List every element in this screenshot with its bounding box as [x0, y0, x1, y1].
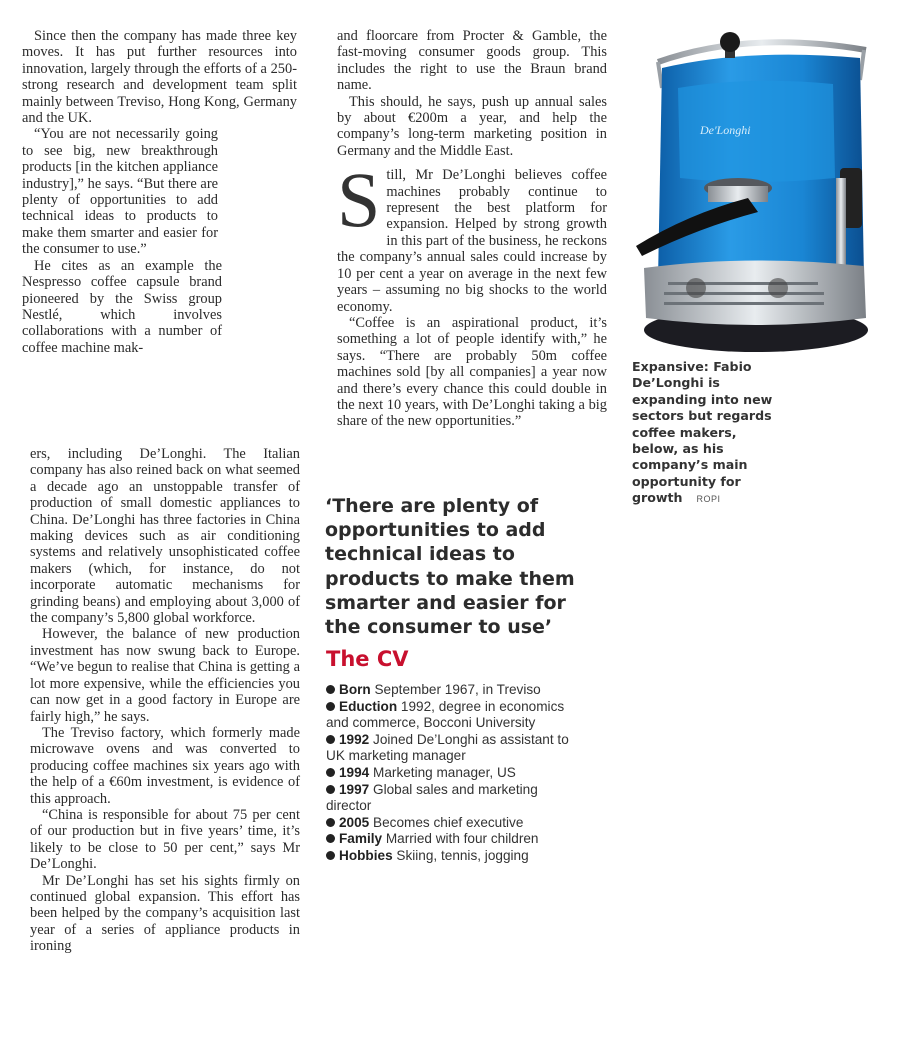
- cv-item-text: Skiing, tennis, jogging: [392, 847, 529, 863]
- cv-item: [326, 782, 572, 815]
- article-column-1-bottom: [30, 446, 300, 955]
- cv-item: [326, 848, 572, 865]
- cv-item-text: Married with four children: [382, 831, 539, 847]
- cv-item-text: Marketing manager, US: [369, 764, 516, 780]
- pull-quote: ‘There are plenty of opportunities to add technical ideas to products to make them smarter and easier for the consumer to use’: [325, 495, 575, 639]
- bullet-icon: [326, 702, 335, 711]
- cv-item-text: September 1967, in Treviso: [370, 682, 541, 697]
- cv-item-key: 2005: [339, 814, 370, 830]
- paragraph: “Coffee is an aspirational product, it’s something a lot of people identify with,” he says. “There are probably 50m coffee machines sold [by all companies] a year now and there’s every chance this could double in the next 10 years, with De’Longhi taking a big share of the new opportunities.”: [337, 314, 607, 430]
- paragraph: This should, he says, push up annual sales by about €200m a year, and help the company’s long-term marketing position in Germany and the Middle East.: [337, 93, 607, 159]
- article-column-1-top: [22, 28, 297, 356]
- caption-text: Expansive: Fabio De’Longhi is expanding into new sectors but regards coffee makers, below, as his company’s main opportunity for growth: [632, 359, 773, 506]
- paragraph: “You are not necessarily going to see big, new breakthrough products [in the kitchen appliance industry],” he says. “But there are plenty of opportunities to add technical ideas to products to make them smarter and easier for the consumer to use.”: [22, 126, 218, 258]
- cv-item-text: Global sales and marketing director: [326, 781, 538, 814]
- bullet-icon: [326, 851, 335, 860]
- photo-caption: [632, 359, 782, 508]
- cv-item: [326, 831, 572, 848]
- paragraph: However, the balance of new production investment has now swung back to Europe. “We’ve begun to realise that China is getting a lot more expensive, while the efficiencies you can now get in a good factory in Europe are fairly high,” he says.: [30, 626, 300, 725]
- bullet-icon: [326, 685, 335, 694]
- cv-title: The CV: [326, 647, 409, 671]
- bullet-icon: [326, 785, 335, 794]
- paragraph: The Treviso factory, which formerly made microwave ovens and was converted to producing coffee machines six years ago with the help of a €60m investment, is evidence of this approach.: [30, 724, 300, 807]
- cv-list: [326, 682, 572, 865]
- cv-item-key: 1994: [339, 764, 370, 780]
- bullet-icon: [326, 834, 335, 843]
- cv-item: [326, 699, 572, 732]
- cv-item-key: Born: [339, 682, 371, 697]
- cv-item-key: Hobbies: [339, 847, 393, 863]
- bullet-icon: [326, 768, 335, 777]
- cv-item-key: Eduction: [339, 698, 398, 714]
- cv-item-key: 1997: [339, 781, 370, 797]
- cv-item-text: Joined De’Longhi as assistant to UK marketing manager: [326, 731, 569, 764]
- paragraph: Mr De’Longhi has set his sights firmly on continued global expansion. This effort has been helped by the company’s acquisition last year of a series of appliance products in ironing: [30, 872, 300, 955]
- paragraph: till, Mr De’Longhi believes coffee machines probably continue to represent the best platform for expansion. Helped by strong growth in this part of the business, he reckons the company’s annual sales could increase by 10 per cent a year on average in the next few years – assuming no big shocks to the world economy.: [337, 167, 607, 315]
- cv-item-text: 1992, degree in economics and commerce, Bocconi University: [326, 698, 565, 731]
- coffee-machine-photo: [628, 28, 870, 356]
- cv-item-key: 1992: [339, 731, 370, 747]
- bullet-icon: [326, 735, 335, 744]
- cv-item: [326, 765, 572, 782]
- cv-item-key: Family: [339, 831, 383, 847]
- photo-credit: ROPI: [696, 494, 721, 505]
- cv-item: [326, 682, 572, 699]
- brand-logo: De'Longhi: [700, 123, 751, 137]
- article-column-2: [337, 28, 607, 430]
- dropcap-paragraph: [337, 156, 607, 315]
- paragraph: “China is responsible for about 75 per cent of our production but in five years’ time, it’s likely to be close to 50 per cent,” says Mr De’Longhi.: [30, 806, 300, 873]
- cv-item-text: Becomes chief executive: [369, 814, 524, 830]
- bullet-icon: [326, 818, 335, 827]
- cv-box: [326, 646, 572, 865]
- cv-item: [326, 815, 572, 832]
- dropcap-letter: S: [337, 156, 381, 244]
- cv-item: [326, 732, 572, 765]
- paragraph: ers, including De’Longhi. The Italian company has also reined back on what seemed a decade ago an unstoppable transfer of production of small domestic appliances to China. De’Longhi has three factories in China making devices such as air conditioning systems and relatively unsophisticated coffee makers (which, for instance, do not incorporate automatic mechanisms for grinding beans) and employing about 3,000 of the company’s 5,800 global workforce.: [30, 446, 300, 627]
- paragraph: Since then the company has made three key moves. It has put further resources into innovation, largely through the efforts of a 250-strong research and development team split mainly between Treviso, Hong Kong, Germany and the UK.: [22, 28, 297, 127]
- paragraph: He cites as an example the Nespresso coffee capsule brand pioneered by the Swiss group Nestlé, which involves collaborations with a number of coffee machine mak-: [22, 257, 222, 356]
- paragraph: and floorcare from Procter & Gamble, the fast-moving consumer goods group. This includes the right to use the Braun brand name.: [337, 28, 607, 94]
